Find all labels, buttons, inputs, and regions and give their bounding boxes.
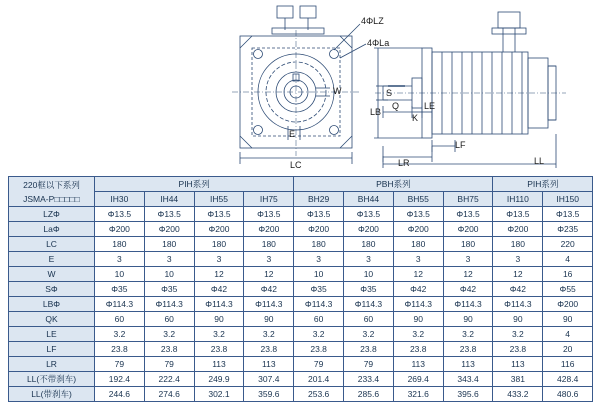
row-label: LL(带刹车)	[9, 387, 95, 402]
model-header-6: BH55	[393, 192, 443, 207]
cell: Φ13.5	[95, 207, 145, 222]
cell: Φ200	[144, 222, 194, 237]
cell: 23.8	[244, 342, 294, 357]
table-body	[9, 207, 593, 402]
cell: Φ114.3	[493, 297, 543, 312]
cell: 90	[543, 312, 593, 327]
row-label: LBΦ	[9, 297, 95, 312]
cell: 23.8	[344, 342, 394, 357]
cell: Φ200	[95, 222, 145, 237]
cell: Φ13.5	[443, 207, 493, 222]
table-row	[9, 342, 593, 357]
table-header-model-row	[9, 192, 593, 207]
table-row	[9, 282, 593, 297]
cell: 60	[294, 312, 344, 327]
cell: Φ114.3	[244, 297, 294, 312]
cell: 180	[244, 237, 294, 252]
cell: 180	[194, 237, 244, 252]
table-row	[9, 297, 593, 312]
cell: 23.8	[393, 342, 443, 357]
label-4-phi-lz: 4ΦLZ	[361, 16, 384, 26]
cell: 222.4	[144, 372, 194, 387]
cell: 269.4	[393, 372, 443, 387]
cell: 3.2	[393, 327, 443, 342]
cell: 4	[543, 327, 593, 342]
table-row	[9, 252, 593, 267]
cell: Φ114.3	[294, 297, 344, 312]
cell: 113	[194, 357, 244, 372]
cell: Φ55	[543, 282, 593, 297]
cell: Φ200	[443, 222, 493, 237]
cell: 321.6	[393, 387, 443, 402]
cell: 3	[493, 252, 543, 267]
cell: 3.2	[144, 327, 194, 342]
cell: 10	[95, 267, 145, 282]
cell: 20	[543, 342, 593, 357]
cell: 343.4	[443, 372, 493, 387]
cell: Φ35	[344, 282, 394, 297]
cell: 180	[443, 237, 493, 252]
model-header-3: IH75	[244, 192, 294, 207]
cell: 180	[144, 237, 194, 252]
model-header-1: IH44	[144, 192, 194, 207]
cell: Φ200	[493, 222, 543, 237]
cell: 249.9	[194, 372, 244, 387]
cell: Φ35	[294, 282, 344, 297]
table-corner-cell	[9, 177, 95, 207]
label-k: K	[412, 113, 419, 123]
cell: 16	[543, 267, 593, 282]
cell: Φ42	[493, 282, 543, 297]
cell: 3.2	[344, 327, 394, 342]
label-4-phi-la: 4ΦLa	[367, 38, 390, 48]
label-lr: LR	[398, 158, 410, 168]
cell: 90	[493, 312, 543, 327]
cell: 60	[344, 312, 394, 327]
model-header-4: BH29	[294, 192, 344, 207]
cell: Φ114.3	[393, 297, 443, 312]
table-row	[9, 327, 593, 342]
cell: 3	[344, 252, 394, 267]
cell: Φ13.5	[543, 207, 593, 222]
corner-line-1: 220框以下系列	[23, 179, 80, 190]
label-e: E	[289, 129, 296, 139]
cell: 428.4	[543, 372, 593, 387]
cell: 116	[543, 357, 593, 372]
cell: 302.1	[194, 387, 244, 402]
model-header-7: BH75	[443, 192, 493, 207]
cell: 233.4	[344, 372, 394, 387]
cell: 23.8	[194, 342, 244, 357]
label-lb: LB	[370, 107, 382, 117]
cell: 3	[244, 252, 294, 267]
cell: Φ13.5	[194, 207, 244, 222]
cell: 3	[95, 252, 145, 267]
cell: Φ200	[294, 222, 344, 237]
cell: 3.2	[443, 327, 493, 342]
row-label: QK	[9, 312, 95, 327]
cell: 79	[294, 357, 344, 372]
cell: Φ114.3	[95, 297, 145, 312]
row-label: LC	[9, 237, 95, 252]
cell: Φ42	[393, 282, 443, 297]
cell: Φ35	[144, 282, 194, 297]
corner-line-2: JSMA-P□□□□□	[23, 193, 80, 204]
row-label: LZΦ	[9, 207, 95, 222]
cell: Φ200	[543, 297, 593, 312]
cell: Φ13.5	[244, 207, 294, 222]
label-ll: LL	[534, 156, 545, 166]
spec-table-wrap	[8, 176, 592, 402]
model-header-9: IH150	[543, 192, 593, 207]
cell: Φ200	[194, 222, 244, 237]
cell: 79	[144, 357, 194, 372]
cell: 3	[194, 252, 244, 267]
table-row	[9, 312, 593, 327]
cell: 12	[443, 267, 493, 282]
cell: 359.6	[244, 387, 294, 402]
cell: 12	[244, 267, 294, 282]
cell: 395.6	[443, 387, 493, 402]
cell: 23.8	[294, 342, 344, 357]
cell: Φ200	[244, 222, 294, 237]
cell: 10	[294, 267, 344, 282]
cell: 60	[144, 312, 194, 327]
label-lf: LF	[455, 140, 466, 150]
cell: 3	[144, 252, 194, 267]
cell: 3.2	[493, 327, 543, 342]
cell: 480.6	[543, 387, 593, 402]
label-le: LE	[424, 101, 436, 111]
table-row	[9, 267, 593, 282]
cell: Φ42	[443, 282, 493, 297]
cell: 12	[493, 267, 543, 282]
cell: 4	[543, 252, 593, 267]
cell: Φ13.5	[294, 207, 344, 222]
cell: Φ114.3	[344, 297, 394, 312]
cell: Φ114.3	[194, 297, 244, 312]
cell: 3.2	[95, 327, 145, 342]
row-label: LF	[9, 342, 95, 357]
series-group-1: PBH系列	[294, 177, 493, 192]
cell: 3.2	[244, 327, 294, 342]
table-row	[9, 372, 593, 387]
cell: 12	[194, 267, 244, 282]
row-label: E	[9, 252, 95, 267]
cell: Φ235	[543, 222, 593, 237]
cell: 90	[443, 312, 493, 327]
cell: Φ13.5	[344, 207, 394, 222]
table-row	[9, 237, 593, 252]
cell: Φ200	[393, 222, 443, 237]
label-lc: LC	[290, 160, 302, 170]
cell: 23.8	[443, 342, 493, 357]
series-group-2: PIH系列	[493, 177, 593, 192]
cell: 285.6	[344, 387, 394, 402]
motor-dimension-drawing	[0, 0, 600, 172]
cell: 307.4	[244, 372, 294, 387]
model-header-2: IH55	[194, 192, 244, 207]
cell: 3.2	[194, 327, 244, 342]
table-row	[9, 387, 593, 402]
cell: 10	[144, 267, 194, 282]
model-header-5: BH44	[344, 192, 394, 207]
cell: Φ35	[95, 282, 145, 297]
cell: 90	[393, 312, 443, 327]
table-row	[9, 207, 593, 222]
cell: 90	[194, 312, 244, 327]
cell: 274.6	[144, 387, 194, 402]
cell: 60	[95, 312, 145, 327]
row-label: LR	[9, 357, 95, 372]
cell: 10	[344, 267, 394, 282]
cell: 244.6	[95, 387, 145, 402]
row-label: SΦ	[9, 282, 95, 297]
cell: Φ114.3	[144, 297, 194, 312]
cell: 180	[493, 237, 543, 252]
cell: Φ200	[344, 222, 394, 237]
cell: 253.6	[294, 387, 344, 402]
cell: 23.8	[493, 342, 543, 357]
cell: Φ42	[194, 282, 244, 297]
row-label: LaΦ	[9, 222, 95, 237]
cell: Φ13.5	[493, 207, 543, 222]
cell: 79	[95, 357, 145, 372]
cell: 79	[344, 357, 394, 372]
row-label: W	[9, 267, 95, 282]
cell: Φ42	[244, 282, 294, 297]
cell: 113	[244, 357, 294, 372]
cell: Φ13.5	[393, 207, 443, 222]
table-row	[9, 357, 593, 372]
cell: 192.4	[95, 372, 145, 387]
row-label: LL(不带刹车)	[9, 372, 95, 387]
model-header-8: IH110	[493, 192, 543, 207]
series-group-0: PIH系列	[95, 177, 294, 192]
cell: 220	[543, 237, 593, 252]
spec-table	[8, 176, 593, 402]
cell: 180	[294, 237, 344, 252]
cell: 23.8	[144, 342, 194, 357]
cell: 180	[344, 237, 394, 252]
cell: Φ13.5	[144, 207, 194, 222]
cell: 3	[443, 252, 493, 267]
table-header-series-row	[9, 177, 593, 192]
cell: 90	[244, 312, 294, 327]
label-w: W	[333, 86, 342, 96]
cell: 381	[493, 372, 543, 387]
cell: 3.2	[294, 327, 344, 342]
label-s: S	[386, 88, 393, 98]
cell: 201.4	[294, 372, 344, 387]
label-q: Q	[392, 101, 400, 111]
cell: 180	[393, 237, 443, 252]
table-row	[9, 222, 593, 237]
cell: 23.8	[95, 342, 145, 357]
cell: 3	[294, 252, 344, 267]
cell: 12	[393, 267, 443, 282]
cell: Φ114.3	[443, 297, 493, 312]
model-header-0: IH30	[95, 192, 145, 207]
row-label: LE	[9, 327, 95, 342]
cell: 180	[95, 237, 145, 252]
cell: 113	[493, 357, 543, 372]
cell: 113	[443, 357, 493, 372]
cell: 113	[393, 357, 443, 372]
cell: 433.2	[493, 387, 543, 402]
cell: 3	[393, 252, 443, 267]
